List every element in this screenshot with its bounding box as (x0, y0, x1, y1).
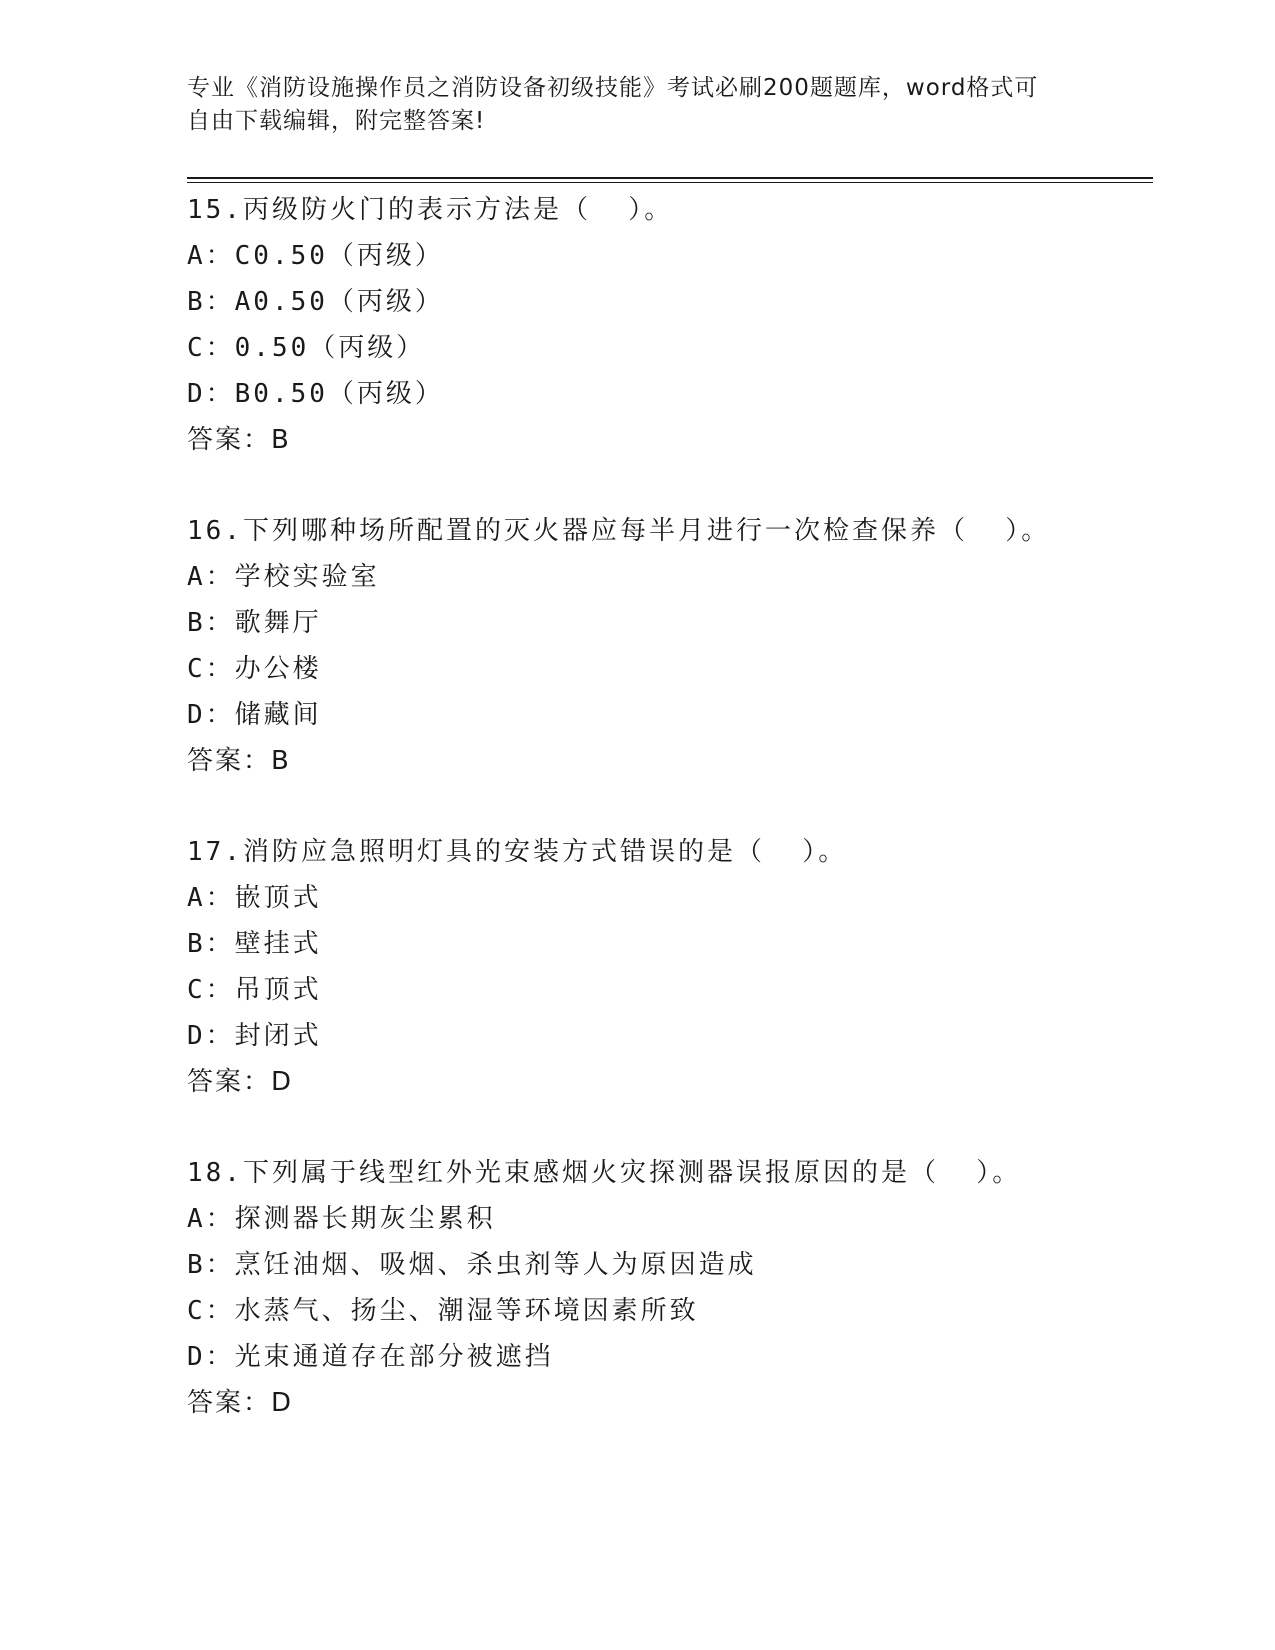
answer-label: 答案：D (187, 1067, 294, 1097)
option-d: D：B0.50（丙级） (187, 379, 444, 409)
option-d: D：光束通道存在部分被遮挡 (187, 1342, 554, 1372)
option-b: B：A0.50（丙级） (187, 287, 444, 317)
option-c: C：0.50（丙级） (187, 333, 426, 363)
document-header (187, 72, 1087, 138)
option-c: C：吊顶式 (187, 975, 322, 1005)
option-a: A：嵌顶式 (187, 883, 322, 913)
header-line-2: 自由下载编辑，附完整答案! (187, 108, 486, 134)
option-c: C：办公楼 (187, 654, 322, 684)
question-stem: 18.下列属于线型红外光束感烟火灾探测器误报原因的是（ ）。 (187, 1158, 1022, 1188)
question-17 (187, 829, 1187, 1105)
option-a: A：学校实验室 (187, 562, 380, 592)
option-d: D：封闭式 (187, 1021, 322, 1051)
question-15 (187, 187, 1187, 463)
answer-label: 答案：B (187, 425, 291, 455)
option-c: C：水蒸气、扬尘、潮湿等环境因素所致 (187, 1296, 699, 1326)
question-stem: 15.丙级防火门的表示方法是（ ）。 (187, 195, 674, 225)
answer-label: 答案：D (187, 1388, 294, 1418)
header-line-1: 专业《消防设施操作员之消防设备初级技能》考试必刷200题题库，word格式可 (187, 75, 1039, 101)
option-d: D：储藏间 (187, 700, 322, 730)
question-stem: 16.下列哪种场所配置的灭火器应每半月进行一次检查保养（ ）。 (187, 516, 1051, 546)
option-b: B：烹饪油烟、吸烟、杀虫剂等人为原因造成 (187, 1250, 757, 1280)
question-16 (187, 508, 1187, 784)
option-b: B：壁挂式 (187, 929, 322, 959)
question-18 (187, 1150, 1187, 1426)
question-list (187, 187, 1187, 1426)
option-a: A：探测器长期灰尘累积 (187, 1204, 496, 1234)
question-stem: 17.消防应急照明灯具的安装方式错误的是（ ）。 (187, 837, 848, 867)
header-divider-thick (187, 177, 1153, 179)
header-divider-thin (187, 182, 1153, 183)
option-a: A：C0.50（丙级） (187, 241, 444, 271)
answer-label: 答案：B (187, 746, 291, 776)
option-b: B：歌舞厅 (187, 608, 322, 638)
